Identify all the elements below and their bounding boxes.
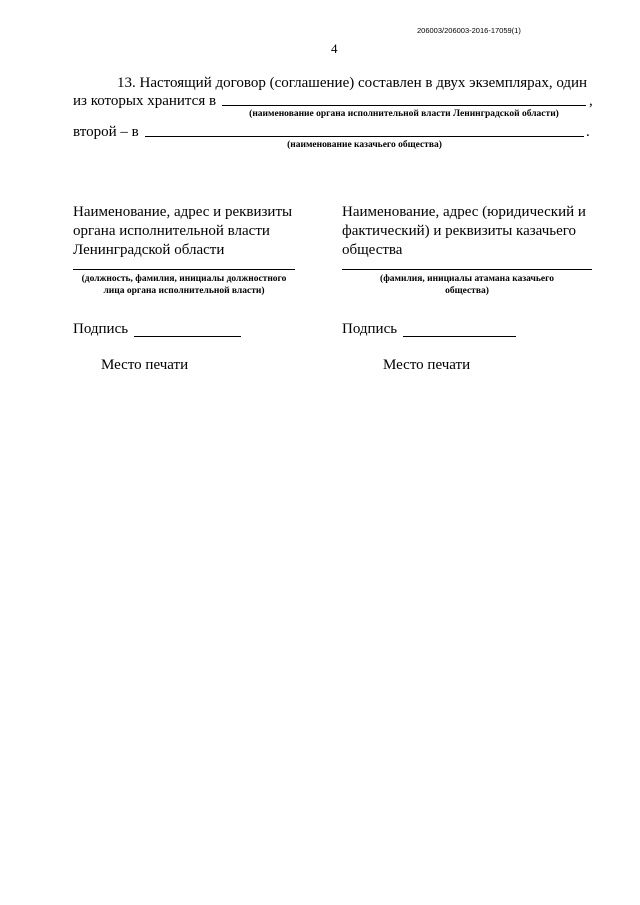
- right-stamp-label: Место печати: [383, 357, 471, 373]
- left-stamp-label: Место печати: [101, 357, 189, 373]
- page-number: 4: [331, 41, 338, 56]
- left-requisites-title: Наименование, адрес и реквизиты органа исполнительной власти Ленинградской области: [73, 204, 293, 258]
- storage-authority-blank-line: [222, 105, 586, 106]
- document-id: 206003/206003-2016-17059(1): [417, 26, 521, 35]
- clause-13-line-3-prefix: второй – в: [73, 124, 139, 140]
- authority-name-caption: (наименование органа исполнительной власти Ленинградской области): [249, 109, 559, 119]
- clause-13-line-2-prefix: из которых хранится в: [73, 93, 217, 109]
- right-ataman-blank-line: [342, 269, 592, 270]
- right-requisites-title: Наименование, адрес (юридический и фактический) и реквизиты казачьего общества: [342, 204, 586, 258]
- cossack-society-blank-line: [145, 136, 584, 137]
- cossack-society-name-caption: (наименование казачьего общества): [287, 140, 442, 150]
- left-signature-label: Подпись: [73, 321, 129, 337]
- right-signature-label: Подпись: [342, 321, 398, 337]
- left-signature-line: [134, 336, 241, 337]
- left-official-blank-line: [73, 269, 295, 270]
- right-ataman-caption: (фамилия, инициалы атамана казачьего общества): [380, 274, 554, 296]
- right-signature-line: [403, 336, 516, 337]
- left-official-caption: (должность, фамилия, инициалы должностного лица органа исполнительной власти): [81, 274, 287, 296]
- clause-13-line-2-suffix: ,: [589, 93, 593, 109]
- clause-13-line-1: 13. Настоящий договор (соглашение) составлен в двух экземплярах, один: [117, 75, 588, 91]
- clause-13-line-3-suffix: .: [586, 124, 590, 140]
